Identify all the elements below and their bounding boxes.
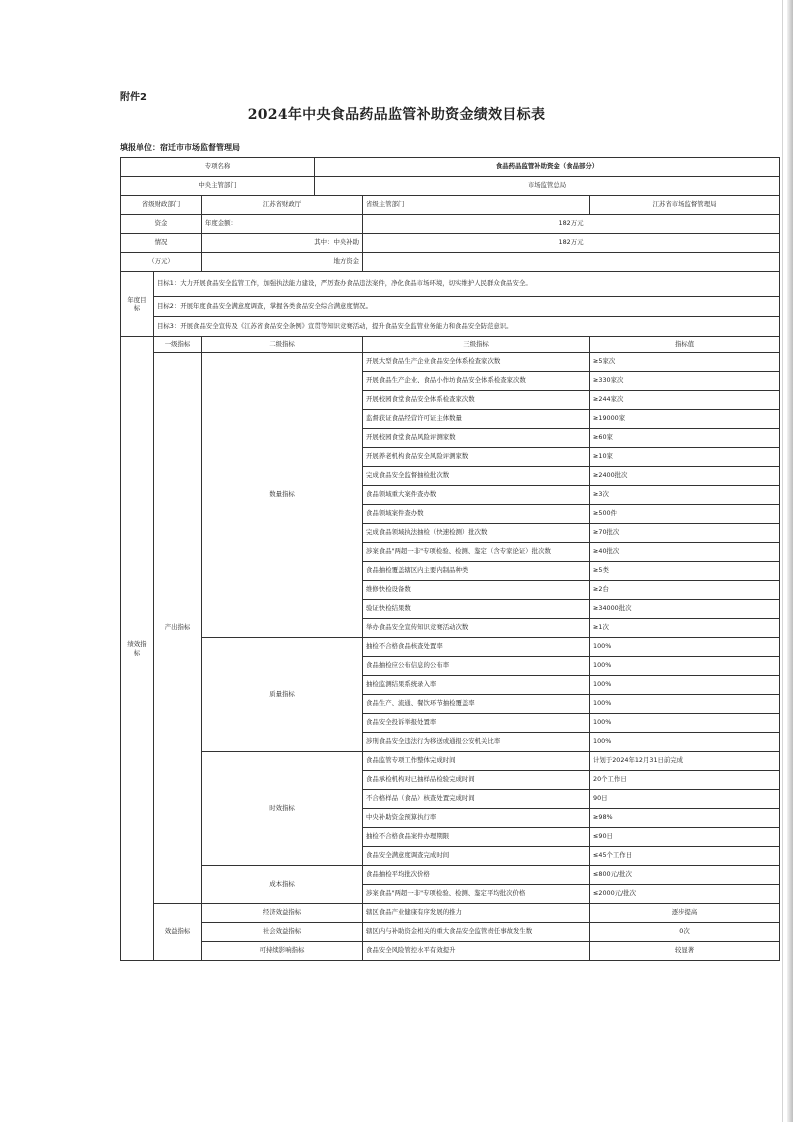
annual-goal-label: [121, 272, 154, 337]
indicator-name: 食品安全风险管控水平有效提升: [363, 942, 590, 961]
local-funds-value: [363, 253, 780, 272]
row-annual-amount: [121, 215, 780, 234]
document-title: 2024年中央食品药品监管补助资金绩效目标表: [247, 107, 546, 123]
central-dept-label: 中央主管部门: [121, 177, 315, 196]
indicator-value: 100%: [590, 695, 780, 714]
indicator-name: 涉刑食品安全违法行为移送或通报公安机关比率: [363, 733, 590, 752]
indicator-name: 开展食品生产企业、食品小作坊食品安全体系检查家次数: [363, 372, 590, 391]
annual-amount-value: 182万元: [363, 215, 780, 234]
indicator-value: ≤90日: [590, 828, 780, 847]
quantity-indicator-label: 数量指标: [202, 353, 363, 638]
funds-label-3: （万元）: [121, 253, 202, 272]
indicator-name: 食品监管专项工作整体完成时间: [363, 752, 590, 771]
indicator-name: 开展校园食堂食品风险评测家数: [363, 429, 590, 448]
prov-dept-label: 省级主管部门: [363, 196, 590, 215]
row-goal-2: [121, 297, 780, 317]
indicator-name: 辖区内与补助资金相关的重大食品安全监管责任事故发生数: [363, 923, 590, 942]
scan-edge-line: [782, 0, 783, 1122]
indicator-value: 逐步提高: [590, 904, 780, 923]
header-level2: 二级指标: [202, 337, 363, 353]
indicator-value: ≥5家次: [590, 353, 780, 372]
indicator-name: 食品安全满意度调查完成时间: [363, 847, 590, 866]
indicator-value: 100%: [590, 638, 780, 657]
annual-goal-1: 目标1：大力开展食品安全监管工作，加强执法能力建设，严厉查办食品违法案件，净化食品市场环境，切实维护人民群众食品安全。: [154, 272, 780, 297]
table-row: [121, 942, 780, 961]
social-benefit-label: 社会效益指标: [202, 923, 363, 942]
indicator-value: ≥330家次: [590, 372, 780, 391]
output-indicator-label: 产出指标: [154, 353, 202, 904]
indicator-value: ≥2400批次: [590, 467, 780, 486]
indicator-value: ≥5类: [590, 562, 780, 581]
table-row: [121, 866, 780, 885]
funds-label-1: 资金: [121, 215, 202, 234]
header-level1: 一级指标: [154, 337, 202, 353]
prov-dept-value: 江苏省市场监督管理局: [590, 196, 780, 215]
indicator-name: 食品抽检应公布信息的公布率: [363, 657, 590, 676]
indicator-value: 100%: [590, 657, 780, 676]
row-prov-depts: [121, 196, 780, 215]
indicator-name: 抽检不合格食品核查处置率: [363, 638, 590, 657]
indicator-value: ≥500件: [590, 505, 780, 524]
indicator-value: 较显著: [590, 942, 780, 961]
row-indicator-header: [121, 337, 780, 353]
indicator-name: 完成食品安全监督抽检批次数: [363, 467, 590, 486]
indicator-value: ≥40批次: [590, 543, 780, 562]
indicator-value: ≥244家次: [590, 391, 780, 410]
economic-benefit-label: 经济效益指标: [202, 904, 363, 923]
indicator-value: ≤45个工作日: [590, 847, 780, 866]
indicator-value: 20个工作日: [590, 771, 780, 790]
timeliness-indicator-label: 时效指标: [202, 752, 363, 866]
benefit-indicator-label: 效益指标: [154, 904, 202, 961]
indicator-name: 抽检不合格食品案件办理期限: [363, 828, 590, 847]
annual-amount-label: 年度金额：: [202, 215, 363, 234]
cost-indicator-label: 成本指标: [202, 866, 363, 904]
indicator-name: 开展养老机构食品安全风险评测家数: [363, 448, 590, 467]
indicator-value: ≥60家: [590, 429, 780, 448]
scan-edge: [787, 0, 793, 1122]
row-project-name: [121, 158, 780, 177]
prov-finance-value: 江苏省财政厅: [202, 196, 363, 215]
central-subsidy-label: 其中：中央补助: [202, 234, 363, 253]
row-goal-3: [121, 317, 780, 337]
project-name-label: 专项名称: [121, 158, 315, 177]
indicator-name: 食品领域重大案件查办数: [363, 486, 590, 505]
central-dept-value: 市场监管总局: [315, 177, 780, 196]
indicator-name: 验证快检结果数: [363, 600, 590, 619]
attachment-label: 附件2: [120, 92, 147, 103]
reporting-unit: 填报单位：宿迁市市场监督管理局: [120, 143, 240, 152]
indicator-name: 完成食品领域执法抽检（快速检测）批次数: [363, 524, 590, 543]
indicator-value: 100%: [590, 733, 780, 752]
row-central-subsidy: [121, 234, 780, 253]
sustainable-impact-label: 可持续影响指标: [202, 942, 363, 961]
indicator-value: 100%: [590, 714, 780, 733]
annual-goal-label-1: 年度目: [127, 295, 147, 304]
indicator-name: 食品领域案件查办数: [363, 505, 590, 524]
indicator-name: 食品承检机构对已抽样品检验完成时间: [363, 771, 590, 790]
indicator-name: 监督获证食品经营许可证主体数量: [363, 410, 590, 429]
row-central-dept: [121, 177, 780, 196]
row-goal-1: [121, 272, 780, 297]
prov-finance-label: 省级财政部门: [121, 196, 202, 215]
indicator-name: 中央补助资金预算执行率: [363, 809, 590, 828]
indicator-name: 涉案食品"两超一非"专项检验、检测、鉴定平均批次价格: [363, 885, 590, 904]
row-local-funds: [121, 253, 780, 272]
indicator-value: 0次: [590, 923, 780, 942]
indicator-value: ≥34000批次: [590, 600, 780, 619]
table-row: [121, 638, 780, 657]
indicator-value: 100%: [590, 676, 780, 695]
indicator-value: ≥3次: [590, 486, 780, 505]
central-subsidy-value: 182万元: [363, 234, 780, 253]
indicator-name: 食品生产、流通、餐饮环节抽检覆盖率: [363, 695, 590, 714]
indicator-name: 开展校园食堂食品安全体系检查家次数: [363, 391, 590, 410]
indicator-name: 维修快检设备数: [363, 581, 590, 600]
indicator-name: 不合格样品（食品）核查处置完成时间: [363, 790, 590, 809]
indicator-value: 90日: [590, 790, 780, 809]
indicator-name: 开展大型食品生产企业食品安全体系检查家次数: [363, 353, 590, 372]
annual-goal-3: 目标3：开展食品安全宣传及《江苏省食品安全条例》宣贯等知识竞赛活动，提升食品安全监管业务能力和食品安全防范意识。: [154, 317, 780, 337]
project-name-value: 食品药品监管补助资金（食品部分）: [315, 158, 780, 177]
indicator-name: 涉案食品"两超一非"专项检验、检测、鉴定（含专家论证）批次数: [363, 543, 590, 562]
perf-label-2: 标: [133, 648, 141, 657]
indicator-name: 食品抽检覆盖辖区内主要内制品种类: [363, 562, 590, 581]
funds-label-2: 情况: [121, 234, 202, 253]
perf-label-1: 绩效指: [127, 640, 147, 649]
header-level3: 三级指标: [363, 337, 590, 353]
table-row: [121, 353, 780, 372]
indicator-value: ≥98%: [590, 809, 780, 828]
table-row: [121, 923, 780, 942]
header-value: 指标值: [590, 337, 780, 353]
local-funds-label: 地方资金: [202, 253, 363, 272]
annual-goal-2: 目标2：开展年度食品安全满意度调查，掌握各类食品安全综合满意度情况。: [154, 297, 780, 317]
indicator-value: 计划于2024年12月31日前完成: [590, 752, 780, 771]
indicator-name: 食品安全投诉举报处置率: [363, 714, 590, 733]
performance-target-table: [120, 157, 780, 961]
indicator-value: ≥19000家: [590, 410, 780, 429]
indicator-value: ≥1次: [590, 619, 780, 638]
table-row: [121, 904, 780, 923]
indicator-value: ≥2台: [590, 581, 780, 600]
indicator-value: ≤800元/批次: [590, 866, 780, 885]
annual-goal-label-2: 标: [133, 304, 141, 312]
perf-indicator-label: [121, 337, 154, 961]
indicator-name: 食品抽检平均批次价格: [363, 866, 590, 885]
quality-indicator-label: 质量指标: [202, 638, 363, 752]
indicator-value: ≥10家: [590, 448, 780, 467]
table-row: [121, 752, 780, 771]
indicator-value: ≤2000元/批次: [590, 885, 780, 904]
indicator-value: ≥70批次: [590, 524, 780, 543]
indicator-name: 举办食品安全宣传知识竞赛活动次数: [363, 619, 590, 638]
indicator-name: 辖区食品产业健康有序发展的推力: [363, 904, 590, 923]
indicator-name: 抽检监测结果系统录入率: [363, 676, 590, 695]
